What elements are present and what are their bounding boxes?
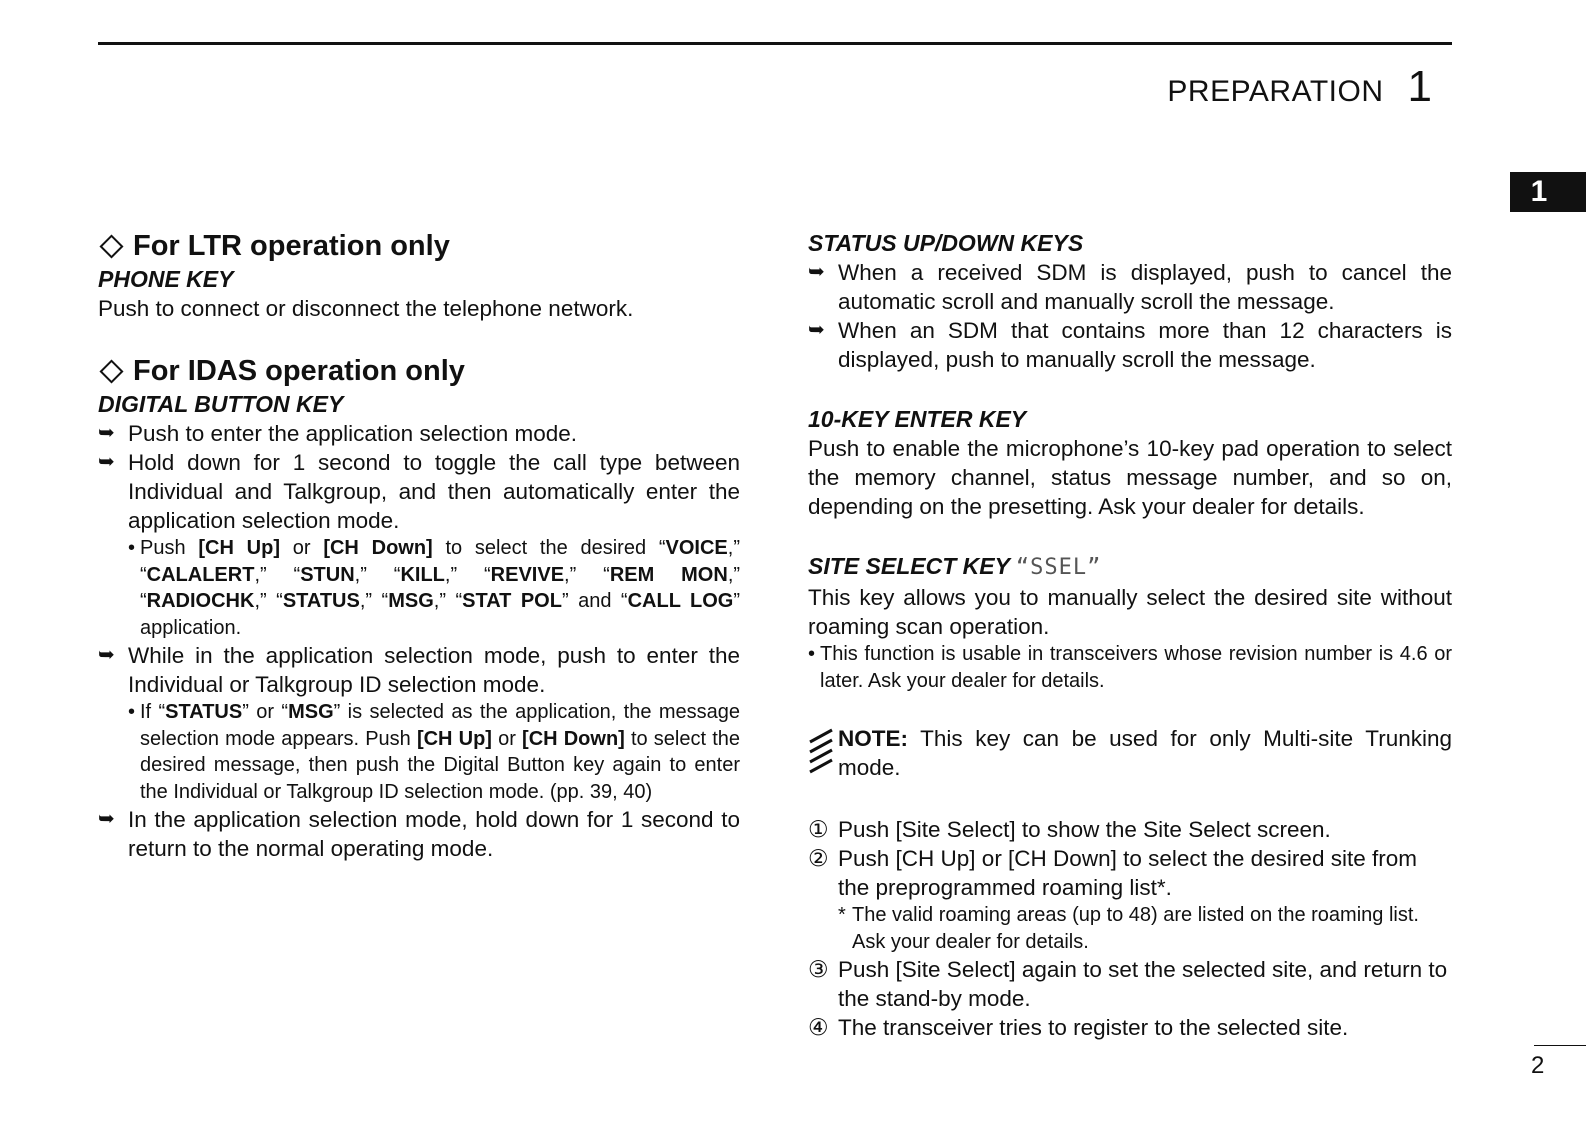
- list-item: [98, 448, 740, 535]
- lcd-indicator: “SSEL”: [1015, 555, 1102, 580]
- arrow-bullet-icon: ➥: [808, 261, 825, 283]
- arrow-bullet-icon: ➥: [98, 451, 115, 473]
- ten-key-enter-heading: 10-KEY ENTER KEY: [808, 406, 1027, 432]
- step-item: [808, 815, 1452, 844]
- sub-item-status-msg: • If “STATUS” or “MSG” is selected as the application, the message selection mode appears. Push [CH Up] or [CH Down] to select the desired message, then push the Digital Button key again to enter the Individual or Talkgroup ID selection mode. (pp. 39, 40): [128, 701, 740, 803]
- idas-title: For IDAS operation only: [133, 355, 465, 387]
- bullet-text: When an SDM that contains more than 12 characters is displayed, push to manually scroll the message.: [838, 318, 1452, 372]
- chapter-tab: 1: [1510, 172, 1586, 212]
- list-item: [98, 419, 740, 448]
- arrow-bullet-icon: ➥: [98, 644, 115, 666]
- site-select-key-heading: SITE SELECT KEY “SSEL”: [808, 553, 1102, 580]
- arrow-bullet-icon: ➥: [808, 319, 825, 341]
- list-item: [808, 258, 1452, 316]
- step-text: The transceiver tries to register to the selected site.: [838, 1015, 1349, 1040]
- diamond-icon: [99, 234, 123, 258]
- step-number: ③: [808, 956, 829, 982]
- step-number: ④: [808, 1014, 829, 1040]
- right-column: [808, 228, 1452, 1042]
- section-title: PREPARATION: [1167, 75, 1384, 108]
- bullet-text: In the application selection mode, hold down for 1 second to return to the normal operating mode.: [128, 807, 740, 861]
- digital-button-key-heading: DIGITAL BUTTON KEY: [98, 391, 344, 417]
- chapter-number: 1: [1407, 62, 1432, 111]
- page-header: [1167, 62, 1432, 112]
- step-item: [808, 955, 1452, 1013]
- top-rule: [98, 42, 1452, 45]
- page-number: 2: [1531, 1052, 1545, 1079]
- step-text: Push [Site Select] to show the Site Select screen.: [838, 817, 1331, 842]
- list-item: [98, 641, 740, 699]
- arrow-bullet-icon: ➥: [98, 422, 115, 444]
- step-number: ①: [808, 816, 829, 842]
- note-block: [808, 724, 1452, 785]
- ltr-section-heading: [98, 228, 740, 264]
- phone-key-text: Push to connect or disconnect the telephone network.: [98, 296, 634, 321]
- bullet-text: When a received SDM is displayed, push to cancel the automatic scroll and manually scroll the message.: [838, 260, 1452, 314]
- phone-key-heading: PHONE KEY: [98, 266, 234, 292]
- step-item: [808, 844, 1452, 902]
- step-text: Push [Site Select] again to set the selected site, and return to the stand-by mode.: [838, 957, 1448, 1011]
- note-hatch-icon: [808, 724, 838, 785]
- bullet-text: Hold down for 1 second to toggle the call type between Individual and Talkgroup, and then automatically enter the application selection mode.: [128, 450, 740, 533]
- diamond-icon: [99, 359, 123, 383]
- step-number: ②: [808, 845, 829, 871]
- step-item: [808, 1013, 1452, 1042]
- sub-item-applications: • Push [CH Up] or [CH Down] to select the desired “VOICE,” “CALALERT,” “STUN,” “KILL,” “REVIVE,” “REM MON,” “RADIOCHK,” “STATUS,” “MSG,” “STAT POL” and “CALL LOG” application.: [128, 537, 741, 639]
- note-text: NOTE: This key can be used for only Multi-site Trunking mode.: [838, 726, 1452, 780]
- left-column: [98, 228, 740, 863]
- site-select-sub-item: • This function is usable in transceivers whose revision number is 4.6 or later. Ask your dealer for details.: [808, 643, 1452, 692]
- step-text: Push [CH Up] or [CH Down] to select the desired site from the preprogrammed roaming list*.: [838, 846, 1417, 900]
- arrow-bullet-icon: ➥: [98, 808, 115, 830]
- ten-key-enter-text: Push to enable the microphone’s 10-key pad operation to select the memory channel, status message number, and so on, depending on the presetting. Ask your dealer for details.: [808, 436, 1452, 519]
- ltr-title: For LTR operation only: [133, 230, 450, 262]
- idas-section-heading: [98, 353, 740, 389]
- list-item: [808, 316, 1452, 374]
- site-select-text: This key allows you to manually select the desired site without roaming scan operation.: [808, 585, 1452, 639]
- status-keys-heading: STATUS UP/DOWN KEYS: [808, 230, 1084, 256]
- footnote: * The valid roaming areas (up to 48) are listed on the roaming list. Ask your dealer for details.: [838, 904, 1419, 953]
- page-number-rule: [1534, 1045, 1586, 1046]
- bullet-text: While in the application selection mode, push to enter the Individual or Talkgroup ID selection mode.: [128, 643, 740, 697]
- bullet-text: Push to enter the application selection mode.: [128, 421, 578, 446]
- list-item: [98, 805, 740, 863]
